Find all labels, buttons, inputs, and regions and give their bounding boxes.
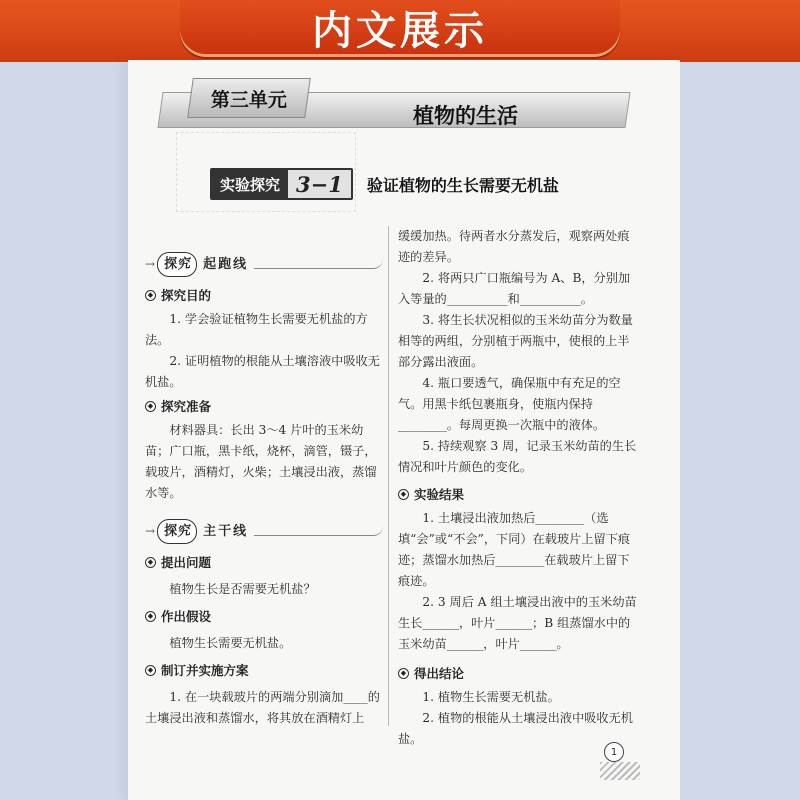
section-underline <box>254 259 383 269</box>
bullet-circle-icon: ◆ <box>145 290 156 301</box>
plan-step-4: 4. 瓶口要透气，确保瓶中有充足的空气。用黑卡纸包裹瓶身，使瓶内保持________。每周更换一次瓶中的液体。 <box>398 376 621 432</box>
section-label: 起跑线 <box>203 256 249 272</box>
question-heading: ◆ 提出问题 <box>145 552 383 573</box>
experiment-title: 验证植物的生长需要无机盐 <box>366 175 559 195</box>
conclusion-heading: ◆ 得出结论 <box>398 663 638 684</box>
arrow-icon: → <box>145 523 156 538</box>
plan-step-3: 3. 将生长状况相似的玉米幼苗分为数量相等的两组，分别植于两瓶中，使根的上半部分露出液面。 <box>398 313 633 369</box>
purpose-heading: ◆ 探究目的 <box>145 285 383 306</box>
unit-tag <box>187 78 311 118</box>
unit-label: 第三单元 <box>210 88 287 111</box>
section-main-line <box>145 516 383 546</box>
left-column <box>145 245 383 729</box>
section-label: 主干线 <box>203 523 249 539</box>
explore-badge: 探 究 <box>157 252 197 277</box>
conclusion-2: 2. 植物的根能从土壤浸出液中吸收无机盐。 <box>398 711 633 746</box>
bullet-circle-icon: ◆ <box>398 668 409 679</box>
experiment-header <box>210 168 559 200</box>
prep-text: 材料器具：长出 3～4 片叶的玉米幼苗；广口瓶，黑卡纸，烧杯，滴管，镊子，载玻片，酒精灯，火柴；土壤浸出液，蒸馏水等。 <box>145 423 377 500</box>
plan-text: 1. 在一块载玻片的两端分别滴加____的土壤浸出液和蒸馏水，将其放在酒精灯上 <box>145 690 380 725</box>
purpose-item: 1. 学会验证植物生长需要无机盐的方法。 <box>145 312 368 347</box>
result-2: 2. 3 周后 A 组土壤浸出液中的玉米幼苗生长______，叶片______；B 组蒸馏水中的玉米幼苗______，叶片______。 <box>398 595 637 651</box>
plan-step-5: 5. 持续观察 3 周，记录玉米幼苗的生长情况和叶片颜色的变化。 <box>398 439 637 474</box>
experiment-tag: 实验探究 <box>212 170 288 198</box>
right-column <box>398 226 638 750</box>
bullet-circle-icon: ◆ <box>145 401 156 412</box>
section-start-line <box>145 249 383 279</box>
hypothesis-heading: ◆ 作出假设 <box>145 606 383 627</box>
hypothesis-text: 植物生长需要无机盐。 <box>169 636 292 650</box>
bullet-circle-icon: ◆ <box>145 557 156 568</box>
banner-title: 内文展示 <box>312 7 488 54</box>
corner-decoration <box>600 762 640 780</box>
top-banner <box>0 0 800 62</box>
plan-heading: ◆ 制订并实施方案 <box>145 660 383 681</box>
unit-subject: 植物的生活 <box>413 104 518 128</box>
experiment-number: 3−1 <box>296 171 343 197</box>
purpose-item: 2. 证明植物的根能从土壤溶液中吸收无机盐。 <box>145 354 380 389</box>
bullet-circle-icon: ◆ <box>145 611 156 622</box>
question-text: 植物生长是否需要无机盐？ <box>169 582 316 596</box>
result-1: 1. 土壤浸出液加热后________（选填“会”或“不会”，下同）在载玻片上留下痕迹；蒸馏水加热后________在载玻片上留下痕迹。 <box>398 511 631 588</box>
column-divider <box>388 226 389 726</box>
bullet-circle-icon: ◆ <box>398 489 409 500</box>
prep-heading: ◆ 探究准备 <box>145 396 383 417</box>
experiment-badge <box>210 168 353 200</box>
conclusion-1: 1. 植物生长需要无机盐。 <box>422 690 560 704</box>
arrow-icon: → <box>145 256 156 271</box>
section-underline <box>254 526 383 536</box>
bullet-circle-icon: ◆ <box>145 665 156 676</box>
plan-step-2: 2. 将两只广口瓶编号为 A、B，分别加入等量的__________和__________。 <box>398 271 631 306</box>
results-heading: ◆ 实验结果 <box>398 484 638 505</box>
explore-badge: 探 究 <box>157 519 197 544</box>
banner-tab <box>180 0 620 54</box>
page-number: 1 <box>604 742 624 762</box>
plan-continued: 缓缓加热。待两者水分蒸发后，观察两处痕迹的差异。 <box>398 229 630 264</box>
unit-header <box>160 78 628 130</box>
